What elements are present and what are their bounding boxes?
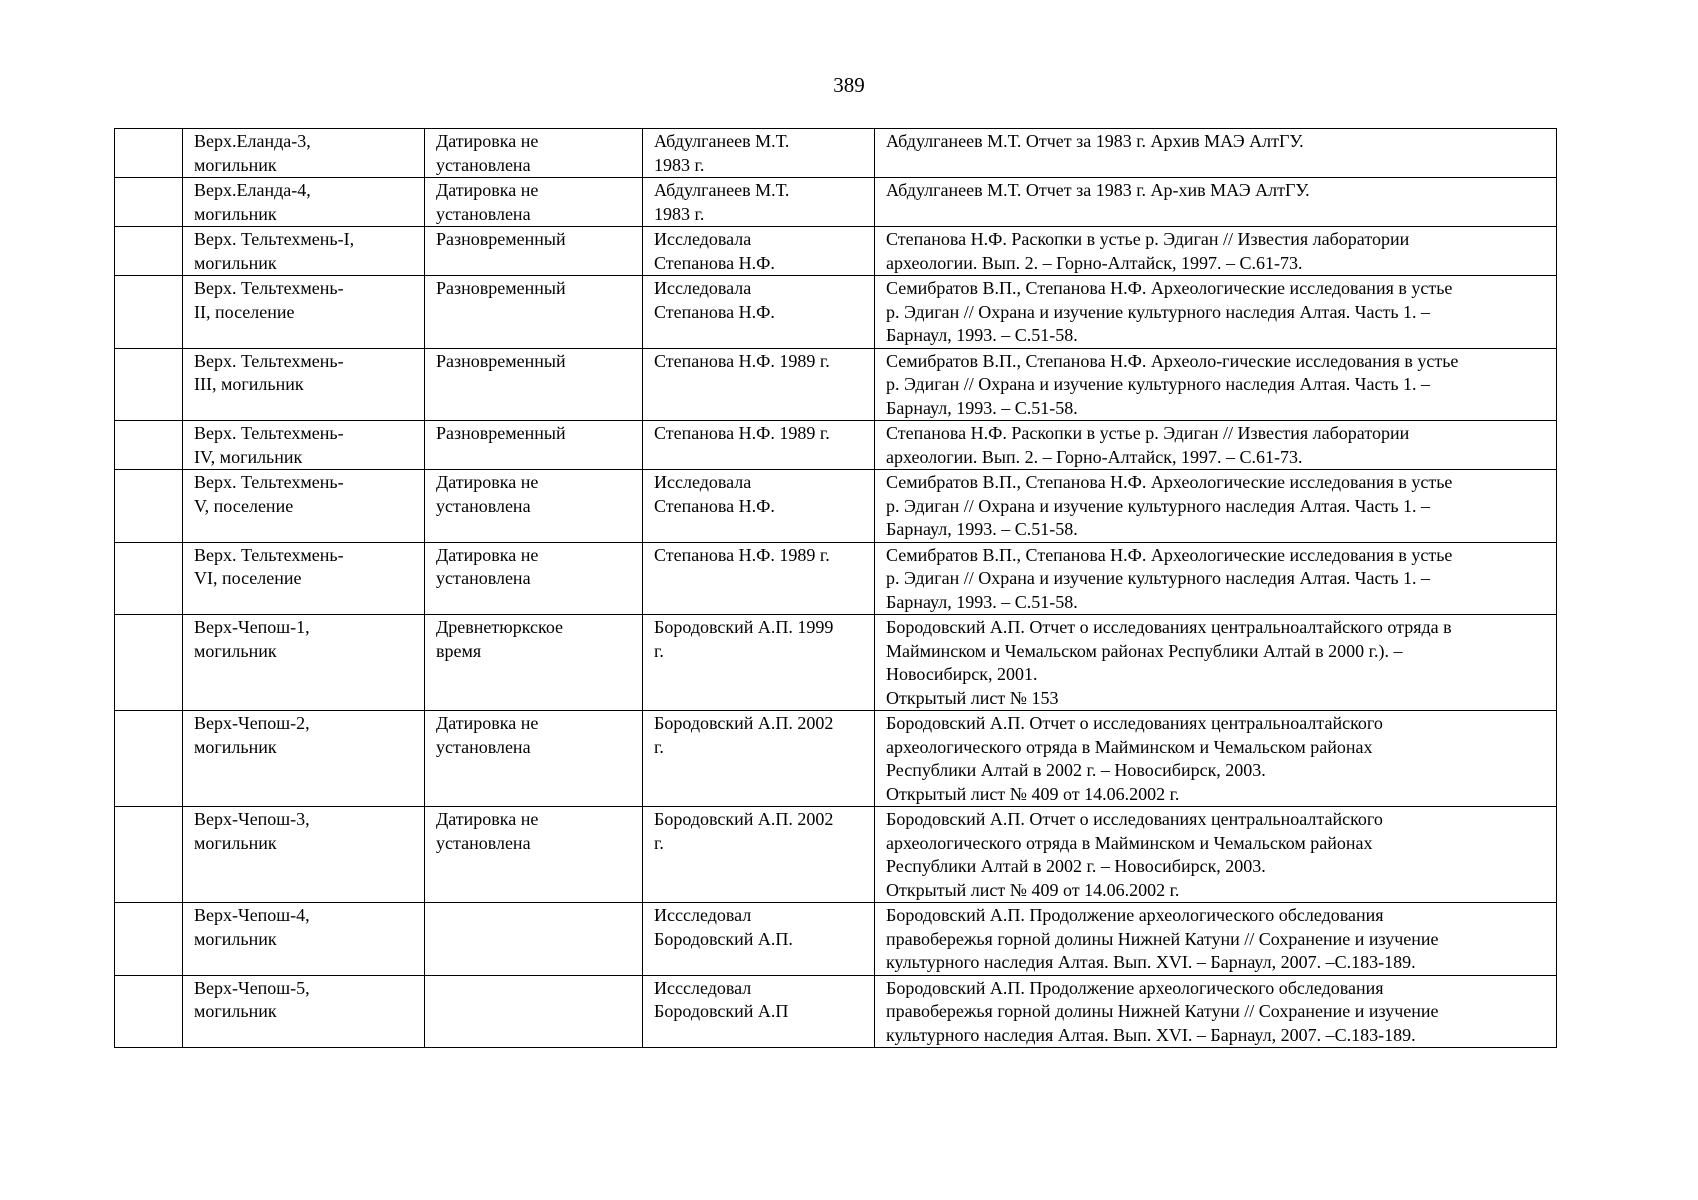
row-number-cell xyxy=(115,227,183,276)
source-reference-cell: Абдулганеев М.Т. Отчет за 1983 г. Ар-хив МАЭ АлтГУ. xyxy=(875,178,1557,227)
source-reference-cell: Семибратов В.П., Степанова Н.Ф. Археоло-гические исследования в устье р. Эдиган // Охрана и изучение культурного наследия Алтая. Часть 1. – Барнаул, 1993. – С.51-58. xyxy=(875,348,1557,421)
source-reference-cell: Бородовский А.П. Продолжение археологического обследования правобережья горной долины Нижней Катуни // Сохранение и изучение культурного наследия Алтая. Вып. XVI. – Барнаул, 2007. –С.183-189. xyxy=(875,975,1557,1048)
table-row xyxy=(115,178,1557,227)
source-reference-cell: Семибратов В.П., Степанова Н.Ф. Археологические исследования в устье р. Эдиган // Охрана и изучение культурного наследия Алтая. Часть 1. – Барнаул, 1993. – С.51-58. xyxy=(875,276,1557,349)
table-body xyxy=(115,129,1557,1048)
source-reference-cell: Абдулганеев М.Т. Отчет за 1983 г. Архив МАЭ АлтГУ. xyxy=(875,129,1557,178)
source-reference-cell: Бородовский А.П. Отчет о исследованиях центральноалтайского археологического отряда в Майминском и Чемальском районах Республики Алтай в 2002 г. – Новосибирск, 2003. Открытый лист № 409 от 14.06.2002 г. xyxy=(875,711,1557,807)
site-name-cell: Верх-Чепош-1, могильник xyxy=(183,615,425,711)
dating-cell: Датировка не установлена xyxy=(425,807,643,903)
site-name-cell: Верх. Тельтехмень- VI, поселение xyxy=(183,542,425,615)
table-row xyxy=(115,348,1557,421)
site-name-cell: Верх-Чепош-3, могильник xyxy=(183,807,425,903)
source-reference-cell: Семибратов В.П., Степанова Н.Ф. Археологические исследования в устье р. Эдиган // Охрана и изучение культурного наследия Алтая. Часть 1. – Барнаул, 1993. – С.51-58. xyxy=(875,542,1557,615)
researcher-cell: Иссследовал Бородовский А.П xyxy=(643,975,875,1048)
dating-cell xyxy=(425,903,643,976)
researcher-cell: Бородовский А.П. 2002 г. xyxy=(643,711,875,807)
source-reference-cell: Бородовский А.П. Отчет о исследованиях центральноалтайского отряда в Майминском и Чемальском районах Республики Алтай в 2000 г.). – Новосибирск, 2001. Открытый лист № 153 xyxy=(875,615,1557,711)
researcher-cell: Степанова Н.Ф. 1989 г. xyxy=(643,542,875,615)
row-number-cell xyxy=(115,903,183,976)
researcher-cell: Степанова Н.Ф. 1989 г. xyxy=(643,348,875,421)
row-number-cell xyxy=(115,711,183,807)
source-reference-cell: Бородовский А.П. Продолжение археологического обследования правобережья горной долины Нижней Катуни // Сохранение и изучение культурного наследия Алтая. Вып. XVI. – Барнаул, 2007. –С.183-189. xyxy=(875,903,1557,976)
source-reference-cell: Бородовский А.П. Отчет о исследованиях центральноалтайского археологического отряда в Майминском и Чемальском районах Республики Алтай в 2002 г. – Новосибирск, 2003. Открытый лист № 409 от 14.06.2002 г. xyxy=(875,807,1557,903)
source-reference-cell: Степанова Н.Ф. Раскопки в устье р. Эдиган // Известия лаборатории археологии. Вып. 2. – Горно-Алтайск, 1997. – С.61-73. xyxy=(875,421,1557,470)
dating-cell: Разновременный xyxy=(425,421,643,470)
dating-cell: Датировка не установлена xyxy=(425,129,643,178)
table-row xyxy=(115,542,1557,615)
researcher-cell: Исследовала Степанова Н.Ф. xyxy=(643,276,875,349)
table-row xyxy=(115,276,1557,349)
table-row xyxy=(115,470,1557,543)
table-row xyxy=(115,129,1557,178)
researcher-cell: Исследовала Степанова Н.Ф. xyxy=(643,227,875,276)
table-row xyxy=(115,975,1557,1048)
row-number-cell xyxy=(115,178,183,227)
table-row xyxy=(115,711,1557,807)
researcher-cell: Иссследовал Бородовский А.П. xyxy=(643,903,875,976)
researcher-cell: Абдулганеев М.Т. 1983 г. xyxy=(643,129,875,178)
site-name-cell: Верх. Тельтехмень- II, поселение xyxy=(183,276,425,349)
row-number-cell xyxy=(115,807,183,903)
row-number-cell xyxy=(115,276,183,349)
researcher-cell: Бородовский А.П. 2002 г. xyxy=(643,807,875,903)
researcher-cell: Бородовский А.П. 1999 г. xyxy=(643,615,875,711)
row-number-cell xyxy=(115,470,183,543)
researcher-cell: Степанова Н.Ф. 1989 г. xyxy=(643,421,875,470)
row-number-cell xyxy=(115,975,183,1048)
dating-cell: Датировка не установлена xyxy=(425,542,643,615)
table-row xyxy=(115,227,1557,276)
dating-cell: Датировка не установлена xyxy=(425,711,643,807)
dating-cell xyxy=(425,975,643,1048)
site-name-cell: Верх. Тельтехмень- V, поселение xyxy=(183,470,425,543)
dating-cell: Датировка не установлена xyxy=(425,470,643,543)
row-number-cell xyxy=(115,348,183,421)
site-name-cell: Верх-Чепош-4, могильник xyxy=(183,903,425,976)
page-number: 389 xyxy=(833,73,865,97)
dating-cell: Разновременный xyxy=(425,276,643,349)
archaeological-sites-table xyxy=(114,128,1557,1048)
row-number-cell xyxy=(115,542,183,615)
site-name-cell: Верх. Тельтехмень- IV, могильник xyxy=(183,421,425,470)
site-name-cell: Верх. Тельтехмень- III, могильник xyxy=(183,348,425,421)
site-name-cell: Верх.Еланда-3, могильник xyxy=(183,129,425,178)
site-name-cell: Верх. Тельтехмень-I, могильник xyxy=(183,227,425,276)
row-number-cell xyxy=(115,615,183,711)
site-name-cell: Верх-Чепош-2, могильник xyxy=(183,711,425,807)
table-row xyxy=(115,615,1557,711)
site-name-cell: Верх.Еланда-4, могильник xyxy=(183,178,425,227)
dating-cell: Датировка не установлена xyxy=(425,178,643,227)
dating-cell: Разновременный xyxy=(425,227,643,276)
table-row xyxy=(115,807,1557,903)
dating-cell: Разновременный xyxy=(425,348,643,421)
source-reference-cell: Семибратов В.П., Степанова Н.Ф. Археологические исследования в устье р. Эдиган // Охрана и изучение культурного наследия Алтая. Часть 1. – Барнаул, 1993. – С.51-58. xyxy=(875,470,1557,543)
row-number-cell xyxy=(115,129,183,178)
researcher-cell: Абдулганеев М.Т. 1983 г. xyxy=(643,178,875,227)
row-number-cell xyxy=(115,421,183,470)
researcher-cell: Исследовала Степанова Н.Ф. xyxy=(643,470,875,543)
dating-cell: Древнетюркское время xyxy=(425,615,643,711)
table-row xyxy=(115,421,1557,470)
site-name-cell: Верх-Чепош-5, могильник xyxy=(183,975,425,1048)
source-reference-cell: Степанова Н.Ф. Раскопки в устье р. Эдиган // Известия лаборатории археологии. Вып. 2. – Горно-Алтайск, 1997. – С.61-73. xyxy=(875,227,1557,276)
table-row xyxy=(115,903,1557,976)
